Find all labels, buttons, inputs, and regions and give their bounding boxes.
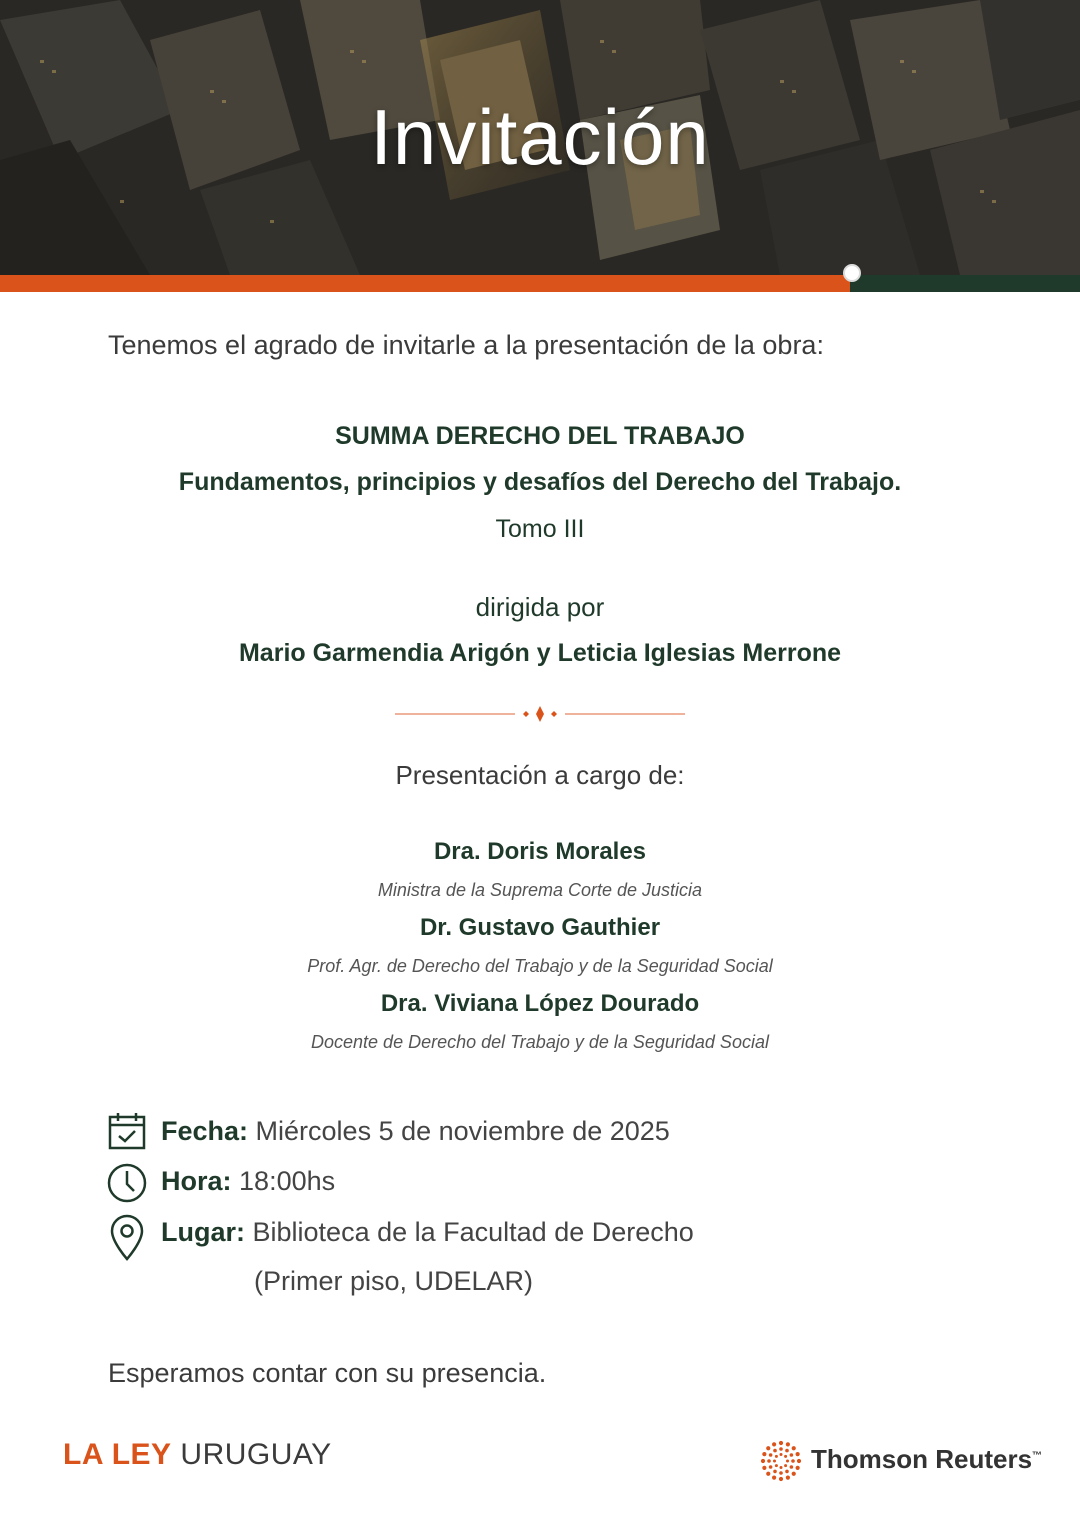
- location-pin-icon: [106, 1212, 148, 1262]
- tr-name: Thomson Reuters: [811, 1444, 1033, 1474]
- page-title: Invitación: [370, 93, 710, 181]
- ornament-divider: [395, 703, 685, 725]
- date-label: Fecha:: [161, 1116, 249, 1146]
- speaker-role: Prof. Agr. de Derecho del Trabajo y de la Seguridad Social: [307, 956, 773, 976]
- presentation-label: Presentación a cargo de:: [395, 760, 685, 790]
- book-volume: Tomo III: [495, 515, 585, 543]
- closing-text: Esperamos contar con su presencia.: [108, 1358, 547, 1388]
- tr-trademark: ™: [1032, 1450, 1043, 1462]
- date-value: Miércoles 5 de noviembre de 2025: [255, 1116, 670, 1146]
- clock-icon: [106, 1162, 148, 1204]
- accent-stripe-green: [850, 275, 1080, 292]
- la-ley-logo: [63, 1438, 332, 1472]
- speaker-name: Dra. Viviana López Dourado: [380, 990, 700, 1017]
- speaker-role: Docente de Derecho del Trabajo y de la Seguridad Social: [311, 1032, 769, 1052]
- time-line: [161, 1166, 335, 1197]
- calendar-check-icon: [106, 1110, 148, 1152]
- la-ley-country: URUGUAY: [180, 1438, 332, 1471]
- speaker-role: Ministra de la Suprema Corte de Justicia: [377, 880, 703, 900]
- speaker-name: Dra. Doris Morales: [433, 838, 647, 865]
- thomson-reuters-logo: [811, 1444, 1042, 1475]
- book-title: SUMMA DERECHO DEL TRABAJO: [335, 422, 745, 450]
- time-label: Hora:: [161, 1166, 232, 1196]
- place-detail: (Primer piso, UDELAR): [254, 1266, 534, 1296]
- directors-names: Mario Garmendia Arigón y Leticia Iglesias Merrone: [238, 639, 842, 667]
- place-value: Biblioteca de la Facultad de Derecho: [252, 1217, 694, 1247]
- place-label: Lugar:: [161, 1217, 245, 1247]
- directed-by-label: dirigida por: [475, 592, 605, 622]
- la-ley-brand: LA LEY: [63, 1438, 172, 1471]
- place-line: [161, 1217, 694, 1248]
- time-value: 18:00hs: [239, 1166, 336, 1196]
- date-line: [161, 1116, 670, 1147]
- stripe-dot: [843, 264, 861, 282]
- accent-stripe-orange: [0, 275, 850, 292]
- intro-text: Tenemos el agrado de invitarle a la presentación de la obra:: [108, 330, 824, 360]
- header-banner: [0, 0, 1080, 275]
- speaker-name: Dr. Gustavo Gauthier: [419, 914, 661, 941]
- book-subtitle: Fundamentos, principios y desafíos del Derecho del Trabajo.: [178, 468, 902, 496]
- thomson-reuters-dots-logo: [760, 1440, 802, 1482]
